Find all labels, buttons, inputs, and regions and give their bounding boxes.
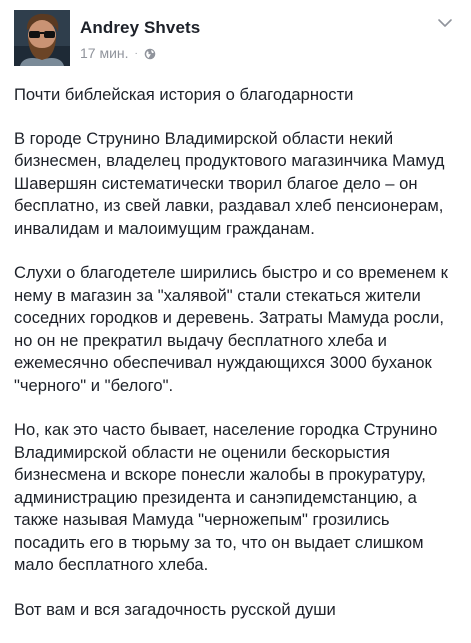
- post-title: Почти библейская история о благодарности: [14, 85, 354, 104]
- post-header: [14, 10, 459, 66]
- post-meta: [80, 45, 156, 61]
- author-name[interactable]: Andrey Shvets: [80, 18, 201, 37]
- meta-separator: ·: [134, 47, 138, 59]
- post-paragraph-4: Вот вам и вся загадочность русской души: [14, 599, 336, 619]
- post-content: [14, 84, 464, 643]
- post-time[interactable]: 17 мин.: [80, 45, 129, 61]
- chevron-down-icon[interactable]: [437, 16, 453, 28]
- globe-icon[interactable]: [144, 47, 156, 59]
- post-paragraph-2: Слухи о благодетеле ширились быстро и со временем к нему в магазин за "халявой" стали стекаться жители соседних городков и деревень. Затраты Мамуда росли, но он не прекратил выдачу бесплатного хлеба и ежемесячно обеспечивал нуждающихся 3000 буханок "черного" и "белого".: [14, 263, 448, 395]
- post-paragraph-3: Но, как это часто бывает, население городка Струнино Владимирской области не оценили бескорыстия бизнесмена и вскоре понесли жалобы в прокуратуру, администрацию президента и санэпидемстанцию, а также называя Мамуда "черножепым" грозились посадить его в тюрьму за то, что он выдает слишком мало бесплатного хлеба.: [14, 420, 438, 574]
- avatar[interactable]: [14, 10, 70, 66]
- post-paragraph-1: В городе Струнино Владимирской области некий бизнесмен, владелец продуктового магазинчика Мамуд Шавершян систематически творил благое дело – он бесплатно, из свей лавки, раздавал хлеб пенсионерам, инвалидам и малоимущим гражданам.: [14, 128, 445, 238]
- avatar-bearded-man-sunglasses-icon: [14, 10, 70, 66]
